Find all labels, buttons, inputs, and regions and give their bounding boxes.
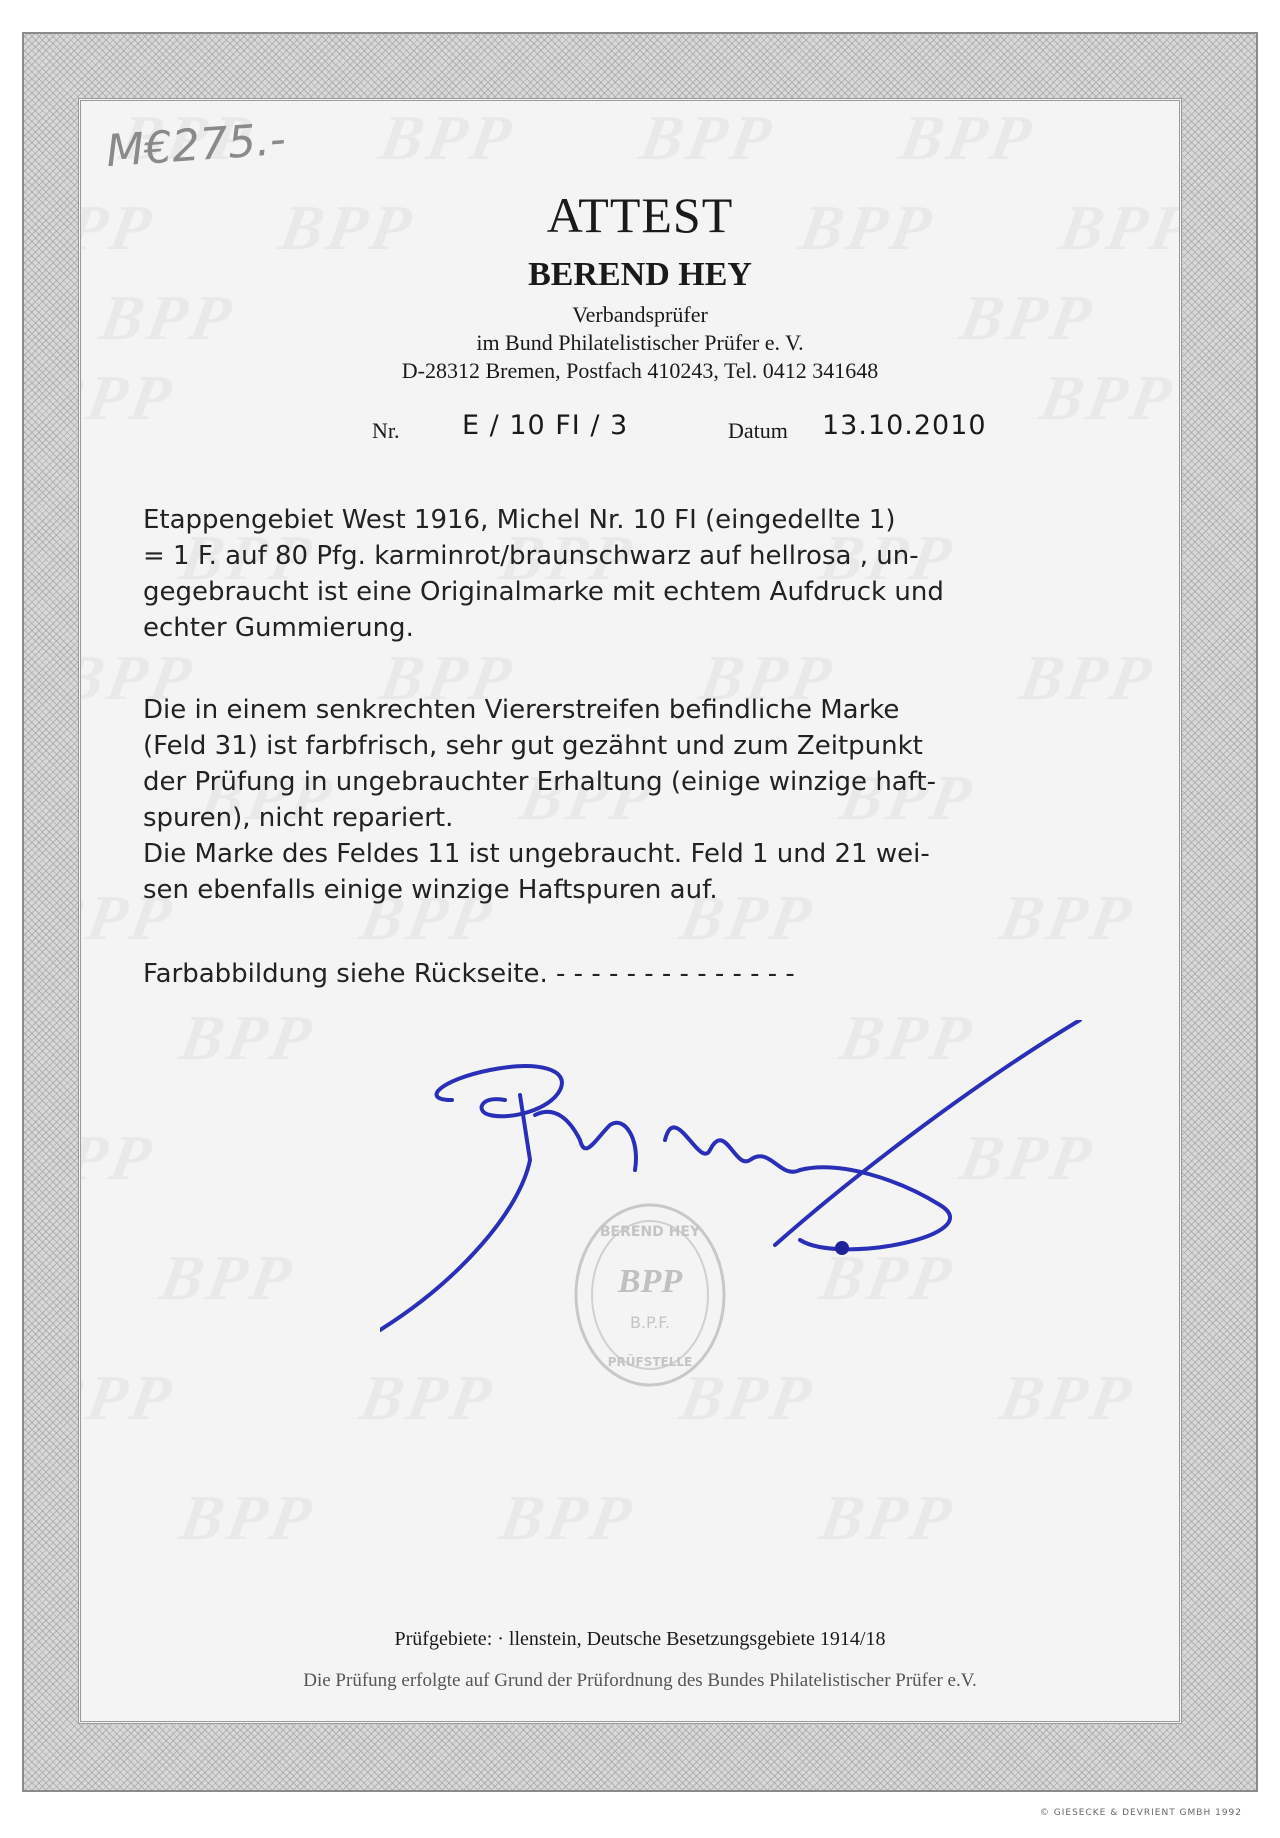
- watermark-bpp: [494, 1481, 640, 1555]
- certificate-title: ATTEST: [546, 187, 734, 243]
- stamp-description: [143, 502, 1143, 646]
- examination-areas: Prüfgebiete: · llenstein, Deutsche Besetzungsgebiete 1914/18: [394, 1628, 886, 1650]
- text-line: echter Gummierung.: [143, 613, 414, 643]
- examiner-address: D-28312 Bremen, Postfach 410243, Tel. 0412 341648: [401, 358, 879, 383]
- seal-text-bottom: PRÜFSTELLE: [607, 1355, 693, 1369]
- watermark-bpp: [374, 101, 520, 175]
- date-label: Datum: [728, 418, 788, 443]
- printer-imprint: © GIESECKE & DEVRIENT GMBH 1992: [1039, 1808, 1242, 1818]
- reverse-note: [143, 956, 1143, 992]
- text-line: der Prüfung in ungebrauchter Erhaltung (einige winzige haft-: [143, 767, 936, 797]
- text-line: = 1 F. auf 80 Pfg. karminrot/braunschwarz auf hellrosa , un-: [143, 541, 919, 571]
- text-line: sen ebenfalls einige winzige Haftspuren auf.: [143, 875, 718, 905]
- examination-regulation-note: Die Prüfung erfolgte auf Grund der Prüfordnung des Bundes Philatelistischer Prüfer e.V.: [303, 1670, 977, 1691]
- text-line: spuren), nicht repariert.: [143, 803, 454, 833]
- seal-text-top: BEREND HEY: [599, 1224, 701, 1240]
- watermark-bpp: [81, 1121, 160, 1195]
- watermark-bpp: [894, 101, 1040, 175]
- text-line: Die in einem senkrechten Viererstreifen befindliche Marke: [143, 695, 900, 725]
- watermark-bpp: [994, 1361, 1140, 1435]
- watermark-bpp: [354, 1361, 500, 1435]
- text-line: Farbabbildung siehe Rückseite. - - - - - - - - - - - - - -: [143, 959, 795, 989]
- examiner-association: im Bund Philatelistischer Prüfer e. V.: [476, 330, 804, 355]
- watermark-bpp: [174, 1481, 320, 1555]
- certificate-number: E / 10 FI / 3: [462, 410, 629, 441]
- text-line: gegebraucht ist eine Originalmarke mit echtem Aufdruck und: [143, 577, 944, 607]
- number-label: Nr.: [372, 418, 400, 443]
- certificate-number-row: [0, 410, 1280, 450]
- certificate-date: 13.10.2010: [822, 410, 987, 441]
- seal-text-center: BPP: [617, 1263, 683, 1300]
- examiner-role: Verbandsprüfer: [572, 302, 708, 327]
- handwritten-price-note: M€275.-: [104, 113, 288, 178]
- text-line: Die Marke des Feldes 11 ist ungebraucht. Feld 1 und 21 wei-: [143, 839, 930, 869]
- watermark-bpp: [814, 1481, 960, 1555]
- text-line: (Feld 31) ist farbfrisch, sehr gut gezähnt und zum Zeitpunkt: [143, 731, 923, 761]
- watermark-bpp: [634, 101, 780, 175]
- examiner-name: BEREND HEY: [528, 256, 752, 293]
- condition-description: [143, 692, 1143, 908]
- seal-text-mid: B.P.F.: [629, 1313, 671, 1332]
- examiner-signature: [380, 1020, 1100, 1350]
- watermark-bpp: [81, 1361, 180, 1435]
- text-line: Etappengebiet West 1916, Michel Nr. 10 FI (eingedellte 1): [143, 505, 896, 535]
- watermark-bpp: [154, 1241, 300, 1315]
- watermark-bpp: [174, 1001, 320, 1075]
